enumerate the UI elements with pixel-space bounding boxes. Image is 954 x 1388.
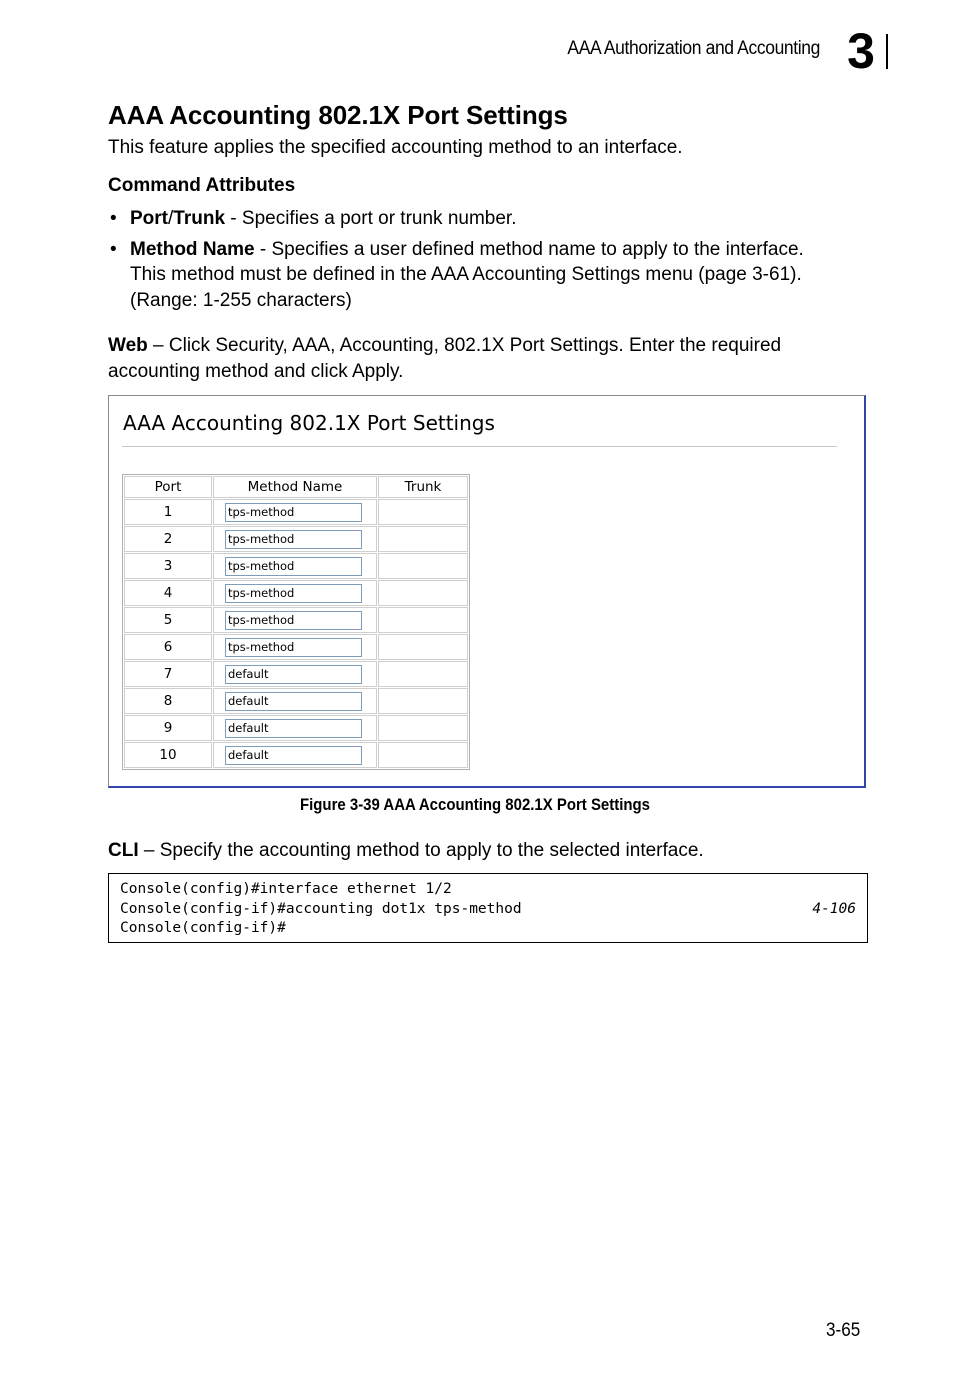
port-cell: 8 — [124, 688, 212, 714]
port-settings-table — [122, 474, 470, 770]
trunk-cell — [378, 526, 468, 552]
port-cell: 9 — [124, 715, 212, 741]
trunk-cell — [378, 634, 468, 660]
table-row — [124, 715, 468, 741]
attribute-desc: - Specifies a port or trunk number. — [225, 208, 517, 229]
table-row — [124, 580, 468, 606]
port-cell: 7 — [124, 661, 212, 687]
method-name-input[interactable] — [225, 584, 362, 603]
command-attributes-heading: Command Attributes — [108, 175, 296, 196]
column-header-method-name: Method Name — [213, 476, 377, 498]
table-row — [124, 688, 468, 714]
intro-text: This feature applies the specified accounting method to an interface. — [108, 137, 683, 158]
method-cell — [213, 634, 377, 660]
cli-text: – Specify the accounting method to apply to the selected interface. — [138, 840, 704, 861]
attribute-item-port-trunk — [108, 206, 804, 232]
table-body — [124, 499, 468, 768]
port-cell: 1 — [124, 499, 212, 525]
method-name-input[interactable] — [225, 557, 362, 576]
screenshot-page-title: AAA Accounting 802.1X Port Settings — [123, 411, 495, 435]
chapter-divider — [886, 34, 888, 69]
chapter-number: 3 — [847, 23, 875, 79]
web-label: Web — [108, 335, 148, 356]
port-cell: 6 — [124, 634, 212, 660]
attribute-desc-line2: This method must be defined in the AAA Accounting Settings menu (page 3-61). — [130, 264, 802, 285]
bullet-icon: • — [110, 238, 117, 260]
port-cell: 3 — [124, 553, 212, 579]
table-row — [124, 607, 468, 633]
port-cell: 5 — [124, 607, 212, 633]
method-cell — [213, 742, 377, 768]
running-header: AAA Authorization and Accounting — [567, 38, 820, 59]
column-header-port: Port — [124, 476, 212, 498]
code-line — [120, 880, 856, 900]
table-row — [124, 661, 468, 687]
method-cell — [213, 688, 377, 714]
table-row — [124, 634, 468, 660]
method-name-input[interactable] — [225, 611, 362, 630]
cli-label: CLI — [108, 840, 139, 861]
web-ui-screenshot — [108, 395, 866, 788]
bullet-icon: • — [110, 208, 117, 229]
method-cell — [213, 607, 377, 633]
trunk-cell — [378, 661, 468, 687]
web-text: – Click Security, AAA, Accounting, 802.1X Port Settings. Enter the required accounting method and click Apply. — [108, 335, 782, 382]
method-name-input[interactable] — [225, 530, 362, 549]
method-cell — [213, 526, 377, 552]
attribute-name-method: Method Name — [130, 238, 255, 260]
code-command: Console(config)#interface ethernet 1/2 — [120, 881, 452, 897]
trunk-cell — [378, 688, 468, 714]
page-number: 3-65 — [826, 1320, 861, 1341]
attribute-name-trunk: Trunk — [173, 208, 226, 229]
trunk-cell — [378, 553, 468, 579]
code-command: Console(config-if)# — [120, 920, 286, 936]
trunk-cell — [378, 715, 468, 741]
method-cell — [213, 553, 377, 579]
method-name-input[interactable] — [225, 638, 362, 657]
method-cell — [213, 499, 377, 525]
code-line — [120, 919, 856, 939]
code-line — [120, 900, 856, 920]
port-cell: 4 — [124, 580, 212, 606]
table-row — [124, 499, 468, 525]
method-cell — [213, 580, 377, 606]
cli-code-block — [108, 873, 868, 943]
column-header-trunk: Trunk — [378, 476, 468, 498]
attribute-desc-line3: (Range: 1-255 characters) — [130, 289, 352, 311]
method-name-input[interactable] — [225, 665, 362, 684]
port-cell: 10 — [124, 742, 212, 768]
trunk-cell — [378, 742, 468, 768]
web-instructions — [108, 333, 858, 384]
section-title: AAA Accounting 802.1X Port Settings — [108, 100, 568, 130]
trunk-cell — [378, 580, 468, 606]
attribute-name-sep: / — [168, 208, 174, 229]
code-command: Console(config-if)#accounting dot1x tps-method — [120, 900, 522, 917]
trunk-cell — [378, 499, 468, 525]
method-cell — [213, 661, 377, 687]
table-row — [124, 742, 468, 768]
table-header-row — [124, 476, 468, 498]
method-name-input[interactable] — [225, 692, 362, 711]
method-name-input[interactable] — [225, 503, 362, 522]
attribute-item-method-name — [108, 237, 804, 314]
method-name-input[interactable] — [225, 719, 362, 738]
method-name-input[interactable] — [225, 746, 362, 765]
method-cell — [213, 715, 377, 741]
code-reference: 4-106 — [812, 900, 856, 917]
attribute-desc-line1: - Specifies a user defined method name to apply to the interface. — [254, 238, 804, 260]
port-cell: 2 — [124, 526, 212, 552]
attribute-name-port: Port — [130, 208, 168, 229]
title-divider — [122, 446, 837, 447]
attribute-list — [108, 206, 804, 313]
figure-caption: Figure 3-39 AAA Accounting 802.1X Port Settings — [300, 795, 650, 814]
table-row — [124, 553, 468, 579]
trunk-cell — [378, 607, 468, 633]
table-row — [124, 526, 468, 552]
cli-instructions — [108, 840, 704, 862]
